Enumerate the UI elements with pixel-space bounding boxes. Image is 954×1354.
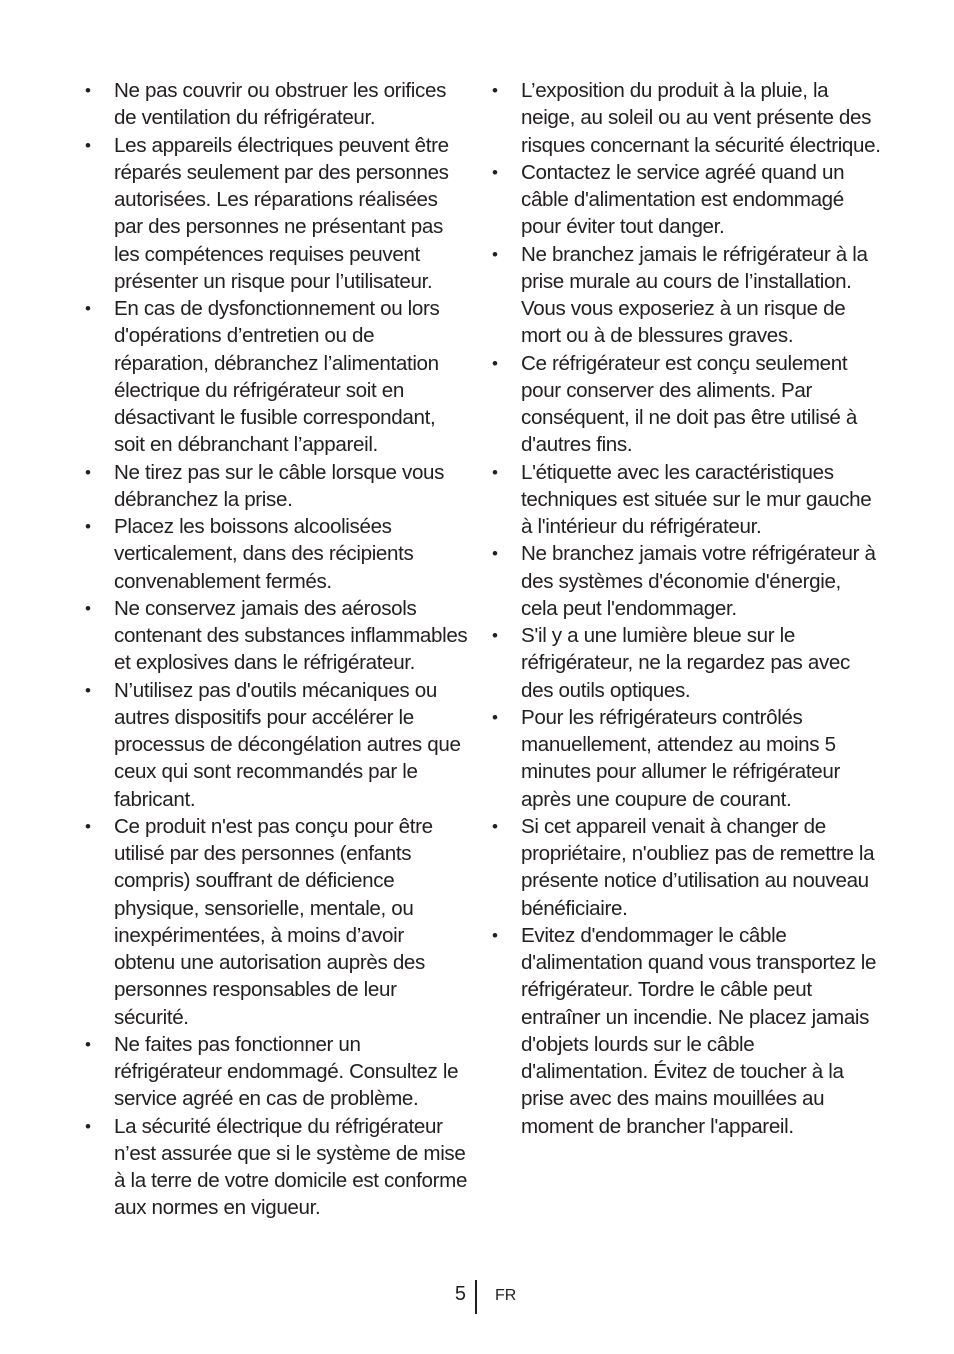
bullet-icon: • (492, 925, 498, 945)
list-item-text: Ne pas couvrir ou obstruer les orifices de ventilation du réfrigérateur. (114, 79, 447, 130)
list-item (492, 241, 882, 350)
language-code: FR (495, 1287, 517, 1304)
list-item-text: L'étiquette avec les caractéristiques techniques est située sur le mur gauche à l'intérieur du réfrigérateur. (521, 460, 872, 538)
list-item-text: Ne branchez jamais votre réfrigérateur à des systèmes d'économie d'énergie, cela peut l'endommager. (521, 542, 876, 620)
list-item-text: Ce réfrigérateur est conçu seulement pour conserver des aliments. Par conséquent, il ne doit pas être utilisé à d'autres fins. (521, 351, 857, 457)
bullet-icon: • (492, 816, 498, 836)
list-item-text: Les appareils électriques peuvent être réparés seulement par des personnes autorisées. Les réparations réalisées par des personnes ne présentant pas les compétences requises peuvent présenter un risque pour l’utilisateur. (114, 133, 449, 293)
list-item (492, 704, 882, 813)
bullet-icon: • (85, 462, 91, 482)
bullet-icon: • (492, 353, 498, 373)
list-item-text: N’utilisez pas d'outils mécaniques ou autres dispositifs pour accélérer le processus de décongélation autres que ceux qui sont recommandés par le fabricant. (114, 678, 461, 811)
list-item (85, 77, 470, 132)
list-item (492, 459, 882, 541)
list-item (85, 677, 470, 813)
list-item-text: Contactez le service agréé quand un câble d'alimentation est endommagé pour éviter tout danger. (521, 160, 845, 239)
list-item (85, 595, 470, 677)
bullet-icon: • (85, 299, 91, 318)
list-item (492, 540, 882, 622)
bullet-icon: • (492, 626, 498, 645)
list-item-text: S'il y a une lumière bleue sur le réfrigérateur, ne la regardez pas avec des outils optiques. (521, 624, 850, 702)
list-item-text: Ne tirez pas sur le câble lorsque vous débranchez la prise. (114, 460, 445, 511)
bullet-icon: • (492, 162, 498, 182)
bullet-icon: • (85, 81, 91, 100)
list-item-text: Si cet appareil venait à changer de propriétaire, n'oubliez pas de remettre la présente notice d’utilisation au nouveau bénéficiaire. (521, 814, 875, 920)
bullet-icon: • (85, 517, 91, 536)
list-item (492, 159, 882, 241)
list-item-text: Pour les réfrigérateurs contrôlés manuellement, attendez au moins 5 minutes pour allumer le réfrigérateur après une coupure de courant. (521, 705, 840, 811)
page-number: 5 (454, 1283, 466, 1305)
list-item (85, 513, 470, 595)
list-item-text: Ne branchez jamais le réfrigérateur à la prise murale au cours de l’installation. Vous vous exposeriez à un risque de mort ou à de blessures graves. (521, 242, 868, 348)
list-item (85, 295, 470, 459)
bullet-icon: • (492, 244, 498, 264)
bullet-icon: • (492, 544, 498, 564)
list-item (492, 813, 882, 922)
list-item (492, 922, 882, 1140)
list-item (85, 1113, 470, 1222)
bullet-icon: • (85, 1034, 91, 1054)
bullet-icon: • (85, 816, 91, 836)
left-column (85, 77, 470, 1222)
bullet-icon: • (85, 1116, 91, 1136)
bullet-icon: • (492, 707, 498, 727)
list-item (85, 459, 470, 514)
list-item-text: L’exposition du produit à la pluie, la neige, au soleil ou au vent présente des risques concernant la sécurité électrique. (521, 79, 881, 157)
list-item-text: Ce produit n'est pas conçu pour être utilisé par des personnes (enfants compris) souffrant de déficience physique, sensorielle, mentale, ou inexpérimentées, à moins d’avoir obtenu une autorisation auprès des personnes responsables de leur sécurité. (114, 814, 433, 1029)
list-item-text: Placez les boissons alcoolisées verticalement, dans des récipients convenablement fermés. (114, 515, 414, 593)
bullet-icon: • (85, 135, 91, 155)
list-item-text: Ne conservez jamais des aérosols contenant des substances inflammables et explosives dans le réfrigérateur. (114, 596, 468, 675)
list-item-text: Ne faites pas fonctionner un réfrigérateur endommagé. Consultez le service agréé en cas de problème. (114, 1032, 459, 1111)
list-item-text: La sécurité électrique du réfrigérateur n’est assurée que si le système de mise à la terre de votre domicile est conforme aux normes en vigueur. (114, 1114, 468, 1220)
bullet-icon: • (85, 680, 91, 700)
footer-divider (475, 1280, 477, 1314)
right-column (492, 77, 882, 1140)
list-item-text: En cas de dysfonctionnement ou lors d'opérations d’entretien ou de réparation, débranchez l’alimentation électrique du réfrigérateur soit en désactivant le fusible correspondant, soit en débranchant l’appareil. (114, 297, 440, 457)
page-footer (0, 1280, 954, 1316)
bullet-icon: • (492, 462, 498, 482)
bullet-icon: • (492, 81, 498, 100)
bullet-icon: • (85, 598, 91, 618)
list-item (85, 132, 470, 296)
list-item (492, 350, 882, 459)
list-item (85, 813, 470, 1031)
list-item (492, 622, 882, 704)
list-item (85, 1031, 470, 1113)
list-item (492, 77, 882, 159)
list-item-text: Evitez d'endommager le câble d'alimentation quand vous transportez le réfrigérateur. Tordre le câble peut entraîner un incendie. Ne placez jamais d'objets lourds sur le câble d'alimentation. Évitez de toucher à la prise avec des mains mouillées au moment de brancher l'appareil. (521, 923, 877, 1138)
